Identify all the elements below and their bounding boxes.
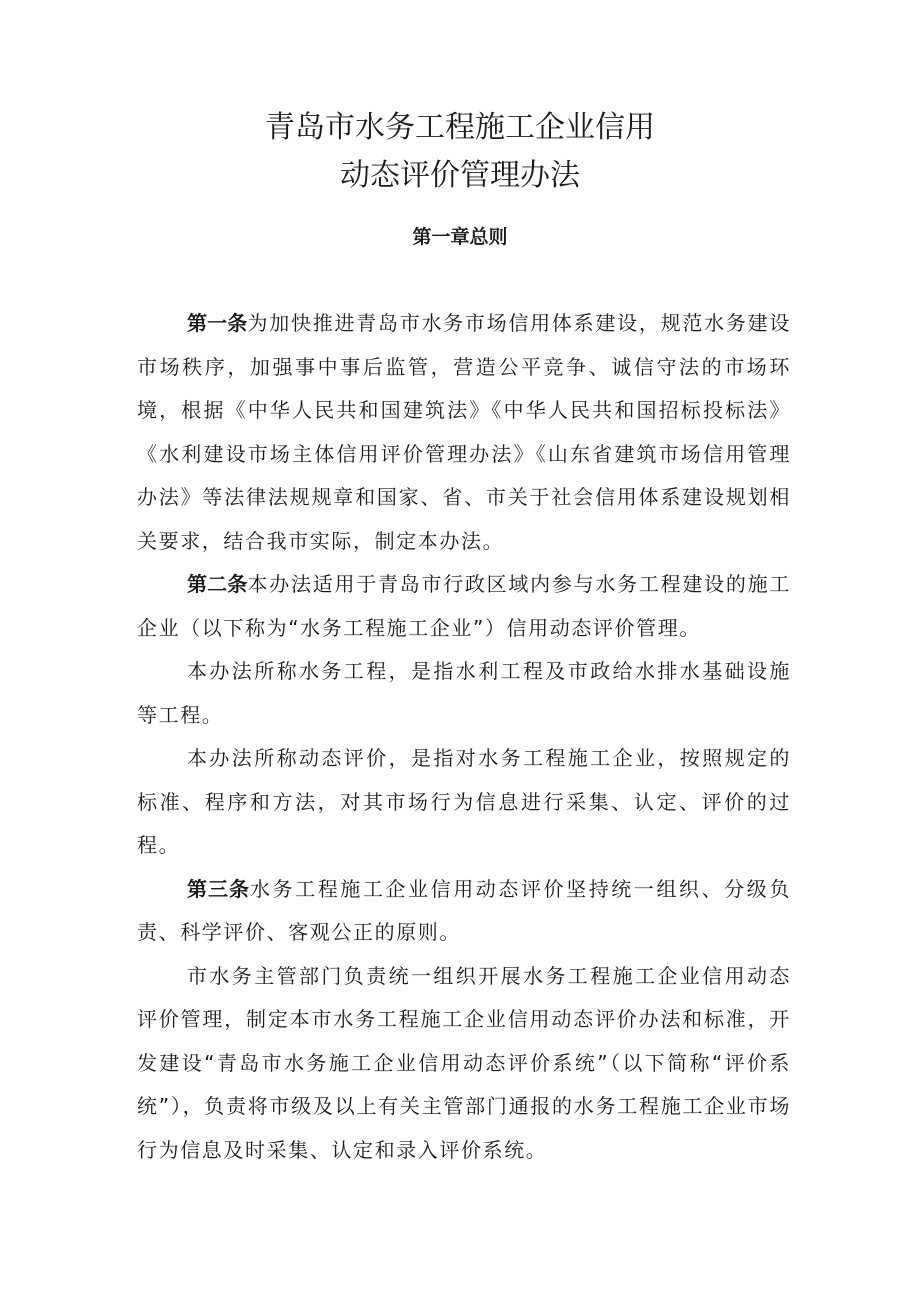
paragraph <box>137 737 791 868</box>
paragraph-text: 市水务主管部门负责统一组织开展水务工程施工企业信用动态评价管理，制定本市水务工程施工企业信用动态评价办法和标准，开发建设“青岛市水务施工企业信用动态评价系统”（以下简称“评价系统”），负责将市级及以上有关主管部门通报的水务工程施工企业市场行为信息及时采集、认定和录入评价系统。 <box>137 963 791 1162</box>
article-label: 第三条 <box>187 876 250 901</box>
paragraph-text: 为加快推进青岛市水务市场信用体系建设，规范水务建设市场秩序，加强事中事后监管，营造公平竞争、诚信守法的市场环境，根据《中华人民共和国建筑法》《中华人民共和国招标投标法》《水利建设市场主体信用评价管理办法》《山东省建筑市场信用管理办法》等法律法规规章和国家、省、市关于社会信用体系建设规划相关要求，结合我市实际，制定本办法。 <box>137 311 792 553</box>
paragraph-text: 水务工程施工企业信用动态评价坚持统一组织、分级负责、科学评价、客观公正的原则。 <box>137 876 791 944</box>
paragraph <box>137 955 791 1173</box>
paragraph <box>137 650 791 737</box>
chapter-heading: 第一章总则 <box>412 226 508 248</box>
article-label: 第一条 <box>187 311 248 335</box>
article-label: 第二条 <box>187 572 248 596</box>
document-body <box>137 302 791 1172</box>
paragraph-text: 本办法适用于青岛市行政区域内参与水务工程建设的施工企业（以下称为“水务工程施工企业”）信用动态评价管理。 <box>137 572 792 640</box>
paragraph-text: 本办法所称动态评价，是指对水务工程施工企业，按照规定的标准、程序和方法，对其市场行为信息进行采集、认定、评价的过程。 <box>137 746 791 857</box>
document-title-line-2: 动态评价管理办法 <box>340 158 580 193</box>
paragraph-text: 本办法所称水务工程，是指水利工程及市政给水排水基础设施等工程。 <box>137 659 791 727</box>
paragraph <box>137 868 791 955</box>
paragraph <box>137 302 791 563</box>
paragraph <box>137 563 791 650</box>
document-title-line-1: 青岛市水务工程施工企业信用 <box>265 110 655 145</box>
